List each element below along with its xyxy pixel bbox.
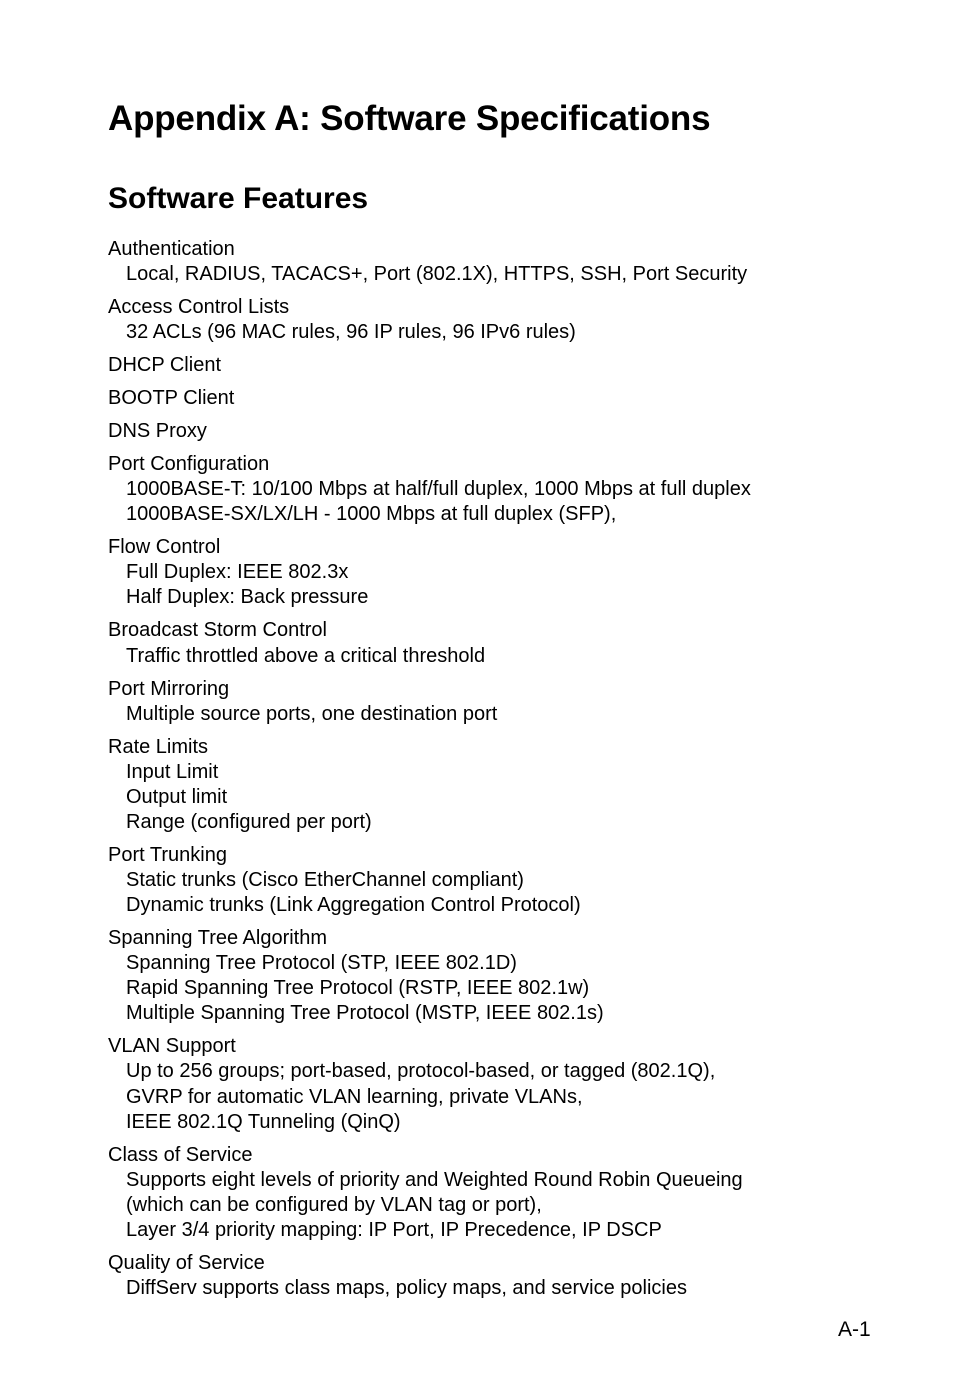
feature-detail: Dynamic trunks (Link Aggregation Control Protocol) — [126, 894, 581, 917]
feature-item — [108, 1143, 888, 1243]
feature-detail: Supports eight levels of priority and Weighted Round Robin Queueing — [126, 1168, 743, 1191]
feature-detail: Range (configured per port) — [126, 810, 372, 833]
feature-detail: 1000BASE-T: 10/100 Mbps at half/full duplex, 1000 Mbps at full duplex — [126, 478, 751, 501]
feature-item — [108, 419, 888, 444]
feature-name: Authentication — [108, 238, 235, 260]
feature-detail: Rapid Spanning Tree Protocol (RSTP, IEEE 802.1w) — [126, 977, 590, 1000]
feature-item — [108, 237, 888, 287]
feature-item — [108, 618, 888, 668]
feature-name: Port Mirroring — [108, 677, 230, 700]
feature-name: VLAN Support — [108, 1035, 236, 1058]
feature-detail: Layer 3/4 priority mapping: IP Port, IP Precedence, IP DSCP — [126, 1218, 662, 1241]
feature-name: DHCP Client — [108, 354, 221, 377]
feature-detail: DiffServ supports class maps, policy maps, and service policies — [126, 1276, 687, 1299]
feature-detail: Spanning Tree Protocol (STP, IEEE 802.1D) — [126, 952, 517, 975]
feature-item — [108, 1034, 888, 1134]
feature-name: Quality of Service — [108, 1251, 265, 1274]
feature-item — [108, 1251, 888, 1301]
feature-item — [108, 677, 888, 727]
feature-name: Flow Control — [108, 536, 221, 559]
feature-detail: Multiple source ports, one destination port — [126, 702, 498, 725]
feature-item — [108, 353, 888, 378]
feature-name: BOOTP Client — [108, 387, 235, 410]
feature-name: Class of Service — [108, 1143, 253, 1166]
page-title: Appendix A: Software Specifications — [108, 99, 711, 138]
feature-name: Broadcast Storm Control — [108, 619, 327, 642]
feature-name: Rate Limits — [108, 735, 209, 758]
feature-item — [108, 295, 888, 345]
feature-detail: Up to 256 groups; port-based, protocol-based, or tagged (802.1Q), — [126, 1060, 716, 1083]
feature-item — [108, 735, 888, 835]
feature-detail: Output limit — [126, 785, 228, 808]
feature-name: Port Configuration — [108, 453, 270, 476]
feature-detail: Traffic throttled above a critical threshold — [126, 644, 486, 667]
feature-name: Spanning Tree Algorithm — [108, 927, 328, 950]
feature-detail: 1000BASE-SX/LX/LH - 1000 Mbps at full duplex (SFP), — [126, 503, 617, 526]
feature-detail: Input Limit — [126, 760, 219, 783]
feature-detail: Static trunks (Cisco EtherChannel compliant) — [126, 868, 524, 891]
feature-item — [108, 452, 888, 527]
section-title: Software Features — [108, 182, 369, 215]
feature-item — [108, 535, 888, 610]
feature-list — [108, 237, 888, 1309]
feature-item — [108, 843, 888, 918]
page-number: A-1 — [838, 1318, 871, 1341]
feature-detail: Multiple Spanning Tree Protocol (MSTP, IEEE 802.1s) — [126, 1002, 604, 1025]
feature-item — [108, 386, 888, 411]
feature-name: Access Control Lists — [108, 296, 290, 319]
feature-item — [108, 926, 888, 1026]
feature-detail: Full Duplex: IEEE 802.3x — [126, 561, 349, 584]
feature-name: Port Trunking — [108, 843, 227, 866]
feature-detail: Local, RADIUS, TACACS+, Port (802.1X), HTTPS, SSH, Port Security — [126, 263, 748, 286]
feature-detail: 32 ACLs (96 MAC rules, 96 IP rules, 96 IPv6 rules) — [126, 321, 576, 344]
feature-detail: IEEE 802.1Q Tunneling (QinQ) — [126, 1110, 401, 1133]
feature-detail: (which can be configured by VLAN tag or port), — [126, 1193, 542, 1216]
feature-name: DNS Proxy — [108, 420, 207, 443]
feature-detail: GVRP for automatic VLAN learning, private VLANs, — [126, 1085, 583, 1108]
feature-detail: Half Duplex: Back pressure — [126, 586, 369, 609]
